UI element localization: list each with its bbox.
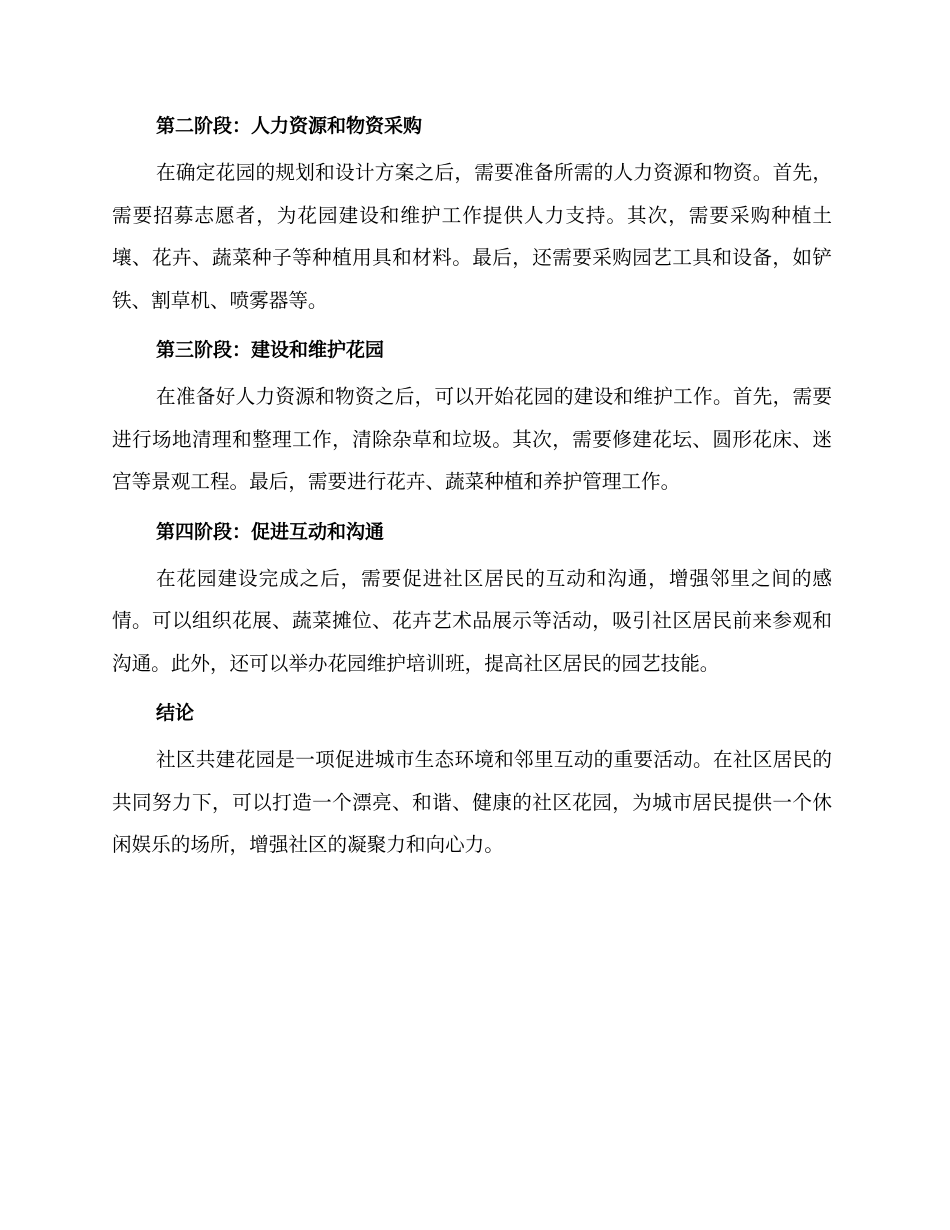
section-stage-two [112, 108, 832, 322]
document-page [112, 108, 832, 877]
section-paragraph: 在花园建设完成之后，需要促进社区居民的互动和沟通，增强邻里之间的感情。可以组织花展、蔬菜摊位、花卉艺术品展示等活动，吸引社区居民前来参观和沟通。此外，还可以举办花园维护培训班，提高社区居民的园艺技能。 [112, 566, 832, 675]
section-heading: 第四阶段：促进互动和沟通 [156, 520, 385, 543]
section-heading: 结论 [156, 702, 195, 724]
section-conclusion [112, 695, 832, 867]
section-heading: 第二阶段：人力资源和物资采购 [156, 115, 423, 137]
section-stage-four [112, 514, 832, 686]
section-paragraph: 在确定花园的规划和设计方案之后，需要准备所需的人力资源和物资。首先，需要招募志愿者，为花园建设和维护工作提供人力支持。其次，需要采购种植土壤、花卉、蔬菜种子等种植用具和材料。最后，还需要采购园艺工具和设备，如铲铁、割草机、喷雾器等。 [112, 161, 832, 312]
section-paragraph: 在准备好人力资源和物资之后，可以开始花园的建设和维护工作。首先，需要进行场地清理和整理工作，清除杂草和垃圾。其次，需要修建花坛、圆形花床、迷宫等景观工程。最后，需要进行花卉、蔬菜种植和养护管理工作。 [112, 385, 832, 493]
section-heading: 第三阶段：建设和维护花园 [156, 339, 385, 361]
section-paragraph: 社区共建花园是一项促进城市生态环境和邻里互动的重要活动。在社区居民的共同努力下，可以打造一个漂亮、和谐、健康的社区花园，为城市居民提供一个休闲娱乐的场所，增强社区的凝聚力和向心力。 [112, 748, 832, 856]
section-stage-three [112, 332, 832, 504]
